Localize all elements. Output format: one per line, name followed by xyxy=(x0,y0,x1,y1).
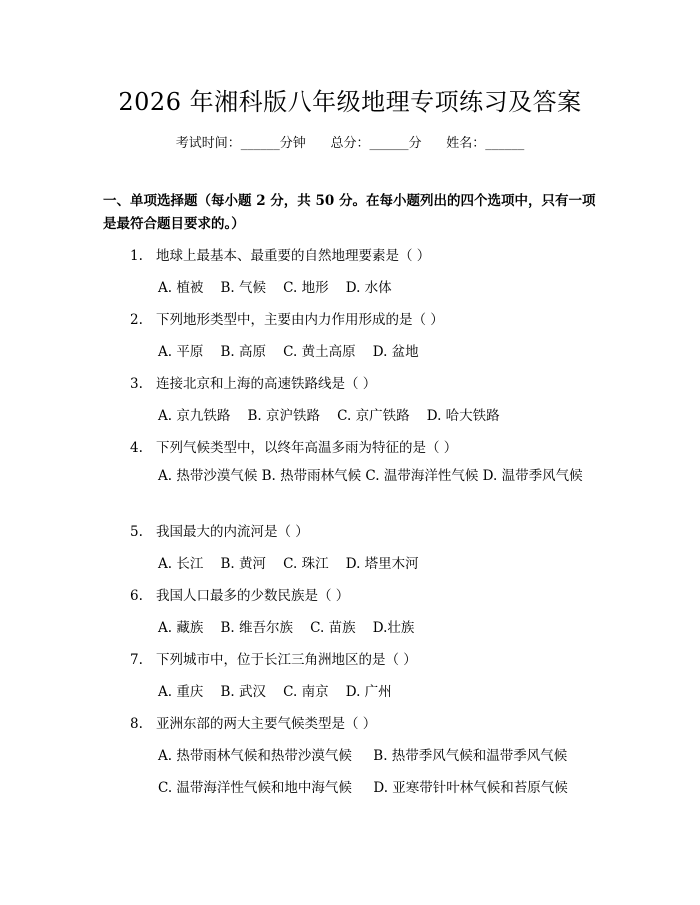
question-3-options: A. 京九铁路 B. 京沪铁路 C. 京广铁路 D. 哈大铁路 xyxy=(158,408,500,424)
question-1 xyxy=(130,244,600,264)
question-text: 地球上最基本、最重要的自然地理要素是（ ） xyxy=(156,248,431,264)
question-6-options: A. 藏族 B. 维吾尔族 C. 苗族 D.壮族 xyxy=(158,620,415,636)
question-4-options: A. 热带沙漠气候 B. 热带雨林气候 C. 温带海洋性气候 D. 温带季风气候 xyxy=(158,468,583,484)
question-number: 5. xyxy=(130,524,143,540)
question-text: 下列城市中，位于长江三角洲地区的是（ ） xyxy=(156,652,417,668)
question-number: 4. xyxy=(130,440,143,456)
question-2 xyxy=(130,308,600,328)
question-number: 6. xyxy=(130,588,143,604)
question-text: 亚洲东部的两大主要气候类型是（ ） xyxy=(156,716,377,732)
question-6 xyxy=(130,584,600,604)
question-number: 1. xyxy=(130,248,143,264)
question-number: 8. xyxy=(130,716,143,732)
exam-meta-line: 考试时间：______分钟 总分：______分 姓名：______ xyxy=(175,136,525,151)
question-text: 下列地形类型中，主要由内力作用形成的是（ ） xyxy=(156,312,444,328)
question-5 xyxy=(130,520,600,540)
question-7 xyxy=(130,648,600,668)
question-number: 3. xyxy=(130,376,143,392)
question-number: 2. xyxy=(130,312,143,328)
question-4 xyxy=(130,436,600,456)
question-2-options: A. 平原 B. 高原 C. 黄土高原 D. 盆地 xyxy=(158,344,419,360)
document-title: 2026 年湘科版八年级地理专项练习及答案 xyxy=(118,88,582,116)
question-text: 我国人口最多的少数民族是（ ） xyxy=(156,588,350,604)
question-8 xyxy=(130,712,600,732)
question-text: 下列气候类型中，以终年高温多雨为特征的是（ ） xyxy=(156,440,458,456)
question-3 xyxy=(130,372,600,392)
question-7-options: A. 重庆 B. 武汉 C. 南京 D. 广州 xyxy=(158,684,392,700)
question-text: 我国最大的内流河是（ ） xyxy=(156,524,309,540)
question-text: 连接北京和上海的高速铁路线是（ ） xyxy=(156,376,377,392)
question-8-options-row-2: C. 温带海洋性气候和地中海气候 D. 亚寒带针叶林气候和苔原气候 xyxy=(158,780,568,796)
question-8-options-row-1: A. 热带雨林气候和热带沙漠气候 B. 热带季风气候和温带季风气候 xyxy=(158,748,568,764)
question-1-options: A. 植被 B. 气候 C. 地形 D. 水体 xyxy=(158,280,392,296)
question-5-options: A. 长江 B. 黄河 C. 珠江 D. 塔里木河 xyxy=(158,556,419,572)
question-number: 7. xyxy=(130,652,143,668)
section-heading: 一、单项选择题（每小题 2 分，共 50 分。在每小题列出的四个选项中，只有一项是最符合题目要求的。） xyxy=(103,193,596,232)
